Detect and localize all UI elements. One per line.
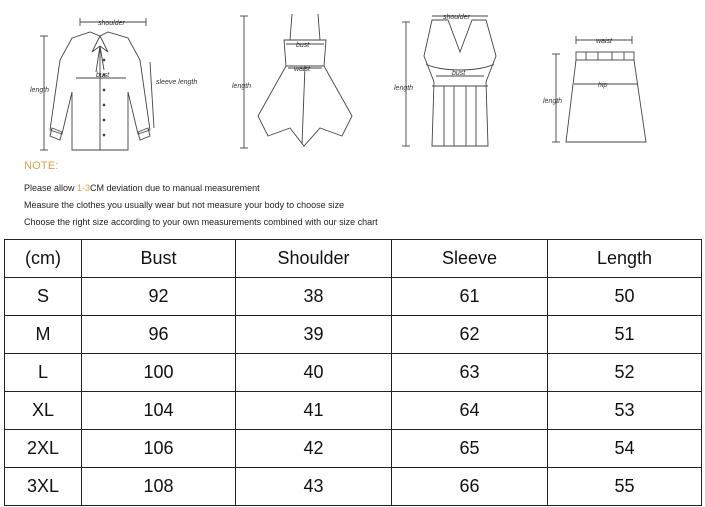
header-length: Length <box>548 240 702 278</box>
shoulder-cell: 40 <box>236 354 392 392</box>
sleeve-cell: 62 <box>392 316 548 354</box>
table-row <box>5 316 702 354</box>
tank-diagram <box>402 16 496 146</box>
size-cell: L <box>5 354 82 392</box>
size-cell: S <box>5 278 82 316</box>
bust-cell: 106 <box>82 430 236 468</box>
shoulder-cell: 41 <box>236 392 392 430</box>
shoulder-cell: 42 <box>236 430 392 468</box>
length-cell: 52 <box>548 354 702 392</box>
skirt-diagram <box>552 36 646 142</box>
skirt-length-label: length <box>543 98 563 105</box>
note-line1-prefix: Please allow <box>24 183 78 193</box>
skirt-waist-label: waist <box>596 38 612 45</box>
note-line1-suffix: CM deviation due to manual measurement <box>90 183 260 193</box>
table-row <box>5 468 702 506</box>
dress-diagram <box>240 14 352 148</box>
bust-cell: 108 <box>82 468 236 506</box>
table-row <box>5 354 702 392</box>
note-line-choose: Choose the right size according to your own measurements combined with our size chart <box>24 217 378 227</box>
length-cell: 51 <box>548 316 702 354</box>
sleeve-cell: 64 <box>392 392 548 430</box>
shirt-length-label: length <box>30 87 50 94</box>
size-cell: XL <box>5 392 82 430</box>
note-line-measure: Measure the clothes you usually wear but not measure your body to choose size <box>24 200 345 210</box>
tank-length-label: length <box>394 85 414 92</box>
header-shoulder: Shoulder <box>236 240 392 278</box>
sleeve-cell: 66 <box>392 468 548 506</box>
tank-shoulder-label: shoulder <box>443 14 470 21</box>
table-row <box>5 392 702 430</box>
dress-waist-label: waist <box>294 66 310 73</box>
size-cell: M <box>5 316 82 354</box>
table-row <box>5 430 702 468</box>
tank-bust-label: bust <box>452 70 466 77</box>
bust-cell: 96 <box>82 316 236 354</box>
measurement-illustration <box>0 0 705 238</box>
shoulder-cell: 43 <box>236 468 392 506</box>
shirt-diagram <box>40 18 154 150</box>
size-cell: 2XL <box>5 430 82 468</box>
bust-cell: 100 <box>82 354 236 392</box>
shirt-shoulder-label: shoulder <box>98 20 125 27</box>
size-chart-table <box>4 239 702 506</box>
shirt-sleeve-label: sleeve length <box>156 79 198 86</box>
length-cell: 55 <box>548 468 702 506</box>
size-cell: 3XL <box>5 468 82 506</box>
garment-diagrams <box>0 0 705 160</box>
table-row <box>5 278 702 316</box>
shirt-bust-label: bust <box>96 72 110 79</box>
note-line1-highlight: 1-3 <box>77 183 91 193</box>
bust-cell: 92 <box>82 278 236 316</box>
sleeve-cell: 65 <box>392 430 548 468</box>
length-cell: 53 <box>548 392 702 430</box>
measurement-notes <box>24 160 684 231</box>
header-unit: (cm) <box>5 240 82 278</box>
shoulder-cell: 38 <box>236 278 392 316</box>
header-sleeve: Sleeve <box>392 240 548 278</box>
shoulder-cell: 39 <box>236 316 392 354</box>
table-header-row <box>5 240 702 278</box>
skirt-hip-label: hip <box>598 82 608 89</box>
sleeve-cell: 63 <box>392 354 548 392</box>
bust-cell: 104 <box>82 392 236 430</box>
length-cell: 50 <box>548 278 702 316</box>
sleeve-cell: 61 <box>392 278 548 316</box>
length-cell: 54 <box>548 430 702 468</box>
note-title: NOTE: <box>24 160 59 172</box>
dress-bust-label: bust <box>296 42 310 49</box>
header-bust: Bust <box>82 240 236 278</box>
dress-length-label: length <box>232 83 252 90</box>
note-line-deviation <box>24 180 684 197</box>
